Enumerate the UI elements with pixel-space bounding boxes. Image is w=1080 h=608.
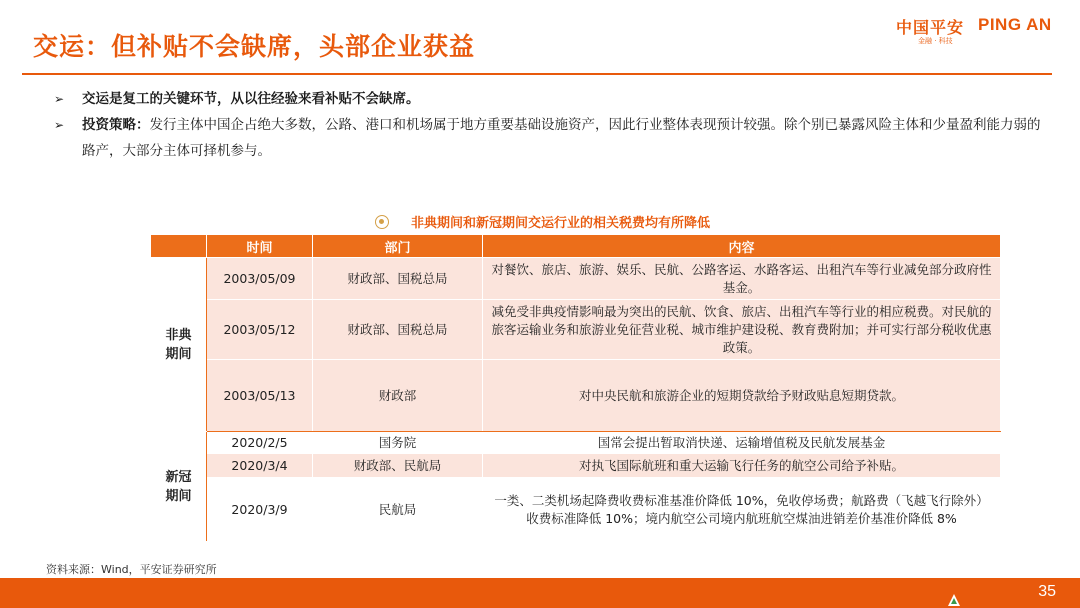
header-blank: [151, 235, 207, 258]
table-row: [151, 360, 1001, 432]
table-row: [151, 454, 1001, 478]
dept-cell: 财政部、国税总局: [313, 258, 483, 300]
date-cell: 2003/05/12: [207, 300, 313, 360]
bullet-text: 交运是复工的关键环节，从以往经验来看补贴不会缺席。: [82, 91, 420, 107]
period-label-covid: 新冠期间: [151, 432, 207, 542]
column-header-dept: 部门: [313, 235, 483, 258]
logo-chinese-text: 中国平安: [896, 18, 965, 37]
source-note: 资料来源：Wind，平安证券研究所: [46, 563, 217, 576]
logo-subtitle: 金融 · 科技: [918, 37, 953, 45]
bullet-item: [54, 86, 1044, 112]
period-label-sars: 非典期间: [151, 258, 207, 432]
content-cell: 对中央民航和旅游企业的短期贷款给予财政贴息短期贷款。: [483, 360, 1001, 432]
arrow-bullet-icon: ➢: [54, 118, 65, 132]
ping-an-logo: [896, 12, 1066, 52]
date-cell: 2003/05/09: [207, 258, 313, 300]
dept-cell: 财政部、民航局: [313, 454, 483, 478]
content-cell: 一类、二类机场起降费收费标准基准价降低 10%，免收停场费；航路费（飞越飞行除外）收费标准降低 10%；境内航空公司境内航班航空煤油进销差价基准价降低 8%: [483, 478, 1001, 542]
dept-cell: 国务院: [313, 432, 483, 454]
content-cell: 对餐饮、旅店、旅游、娱乐、民航、公路客运、水路客运、出租汽车等行业减免部分政府性基金。: [483, 258, 1001, 300]
bullet-text: 发行主体中国企占绝大多数，公路、港口和机场属于地方重要基础设施资产，因此行业整体表现预计较强。除个别已暴露风险主体和少量盈利能力弱的路产，大部分主体可择机参与。: [82, 117, 1041, 159]
bullet-list: [54, 86, 1044, 164]
date-cell: 2003/05/13: [207, 360, 313, 432]
table-row: [151, 300, 1001, 360]
date-cell: 2020/3/4: [207, 454, 313, 478]
table-header-row: [151, 235, 1001, 258]
content-cell: 对执飞国际航班和重大运输飞行任务的航空公司给予补贴。: [483, 454, 1001, 478]
dept-cell: 财政部: [313, 360, 483, 432]
tax-relief-table: [150, 234, 1001, 542]
page-title: 交运：但补贴不会缺席，头部企业获益: [33, 32, 476, 61]
table-caption: [375, 212, 710, 231]
footer-logo-icon: [946, 592, 962, 608]
content-cell: 国常会提出暂取消快递、运输增值税及民航发展基金: [483, 432, 1001, 454]
table-caption-text: 非典期间和新冠期间交运行业的相关税费均有所降低: [411, 216, 711, 231]
dept-cell: 民航局: [313, 478, 483, 542]
footer-bar: [0, 578, 1080, 608]
table-row: [151, 432, 1001, 454]
page-number: 35: [1038, 583, 1056, 600]
column-header-time: 时间: [207, 235, 313, 258]
date-cell: 2020/2/5: [207, 432, 313, 454]
arrow-bullet-icon: ➢: [54, 92, 65, 106]
bullet-lead: 投资策略：: [82, 117, 150, 133]
logo-english-text: PING AN: [978, 15, 1052, 34]
title-divider: [22, 73, 1052, 75]
column-header-content: 内容: [483, 235, 1001, 258]
table-row: [151, 478, 1001, 542]
content-cell: 减免受非典疫情影响最为突出的民航、饮食、旅店、出租汽车等行业的相应税费。对民航的旅客运输业务和旅游业免征营业税、城市维护建设税、教育费附加；并可实行部分税收优惠政策。: [483, 300, 1001, 360]
target-circle-icon: [375, 215, 389, 229]
dept-cell: 财政部、国税总局: [313, 300, 483, 360]
date-cell: 2020/3/9: [207, 478, 313, 542]
bullet-item: [54, 112, 1044, 164]
table-row: [151, 258, 1001, 300]
